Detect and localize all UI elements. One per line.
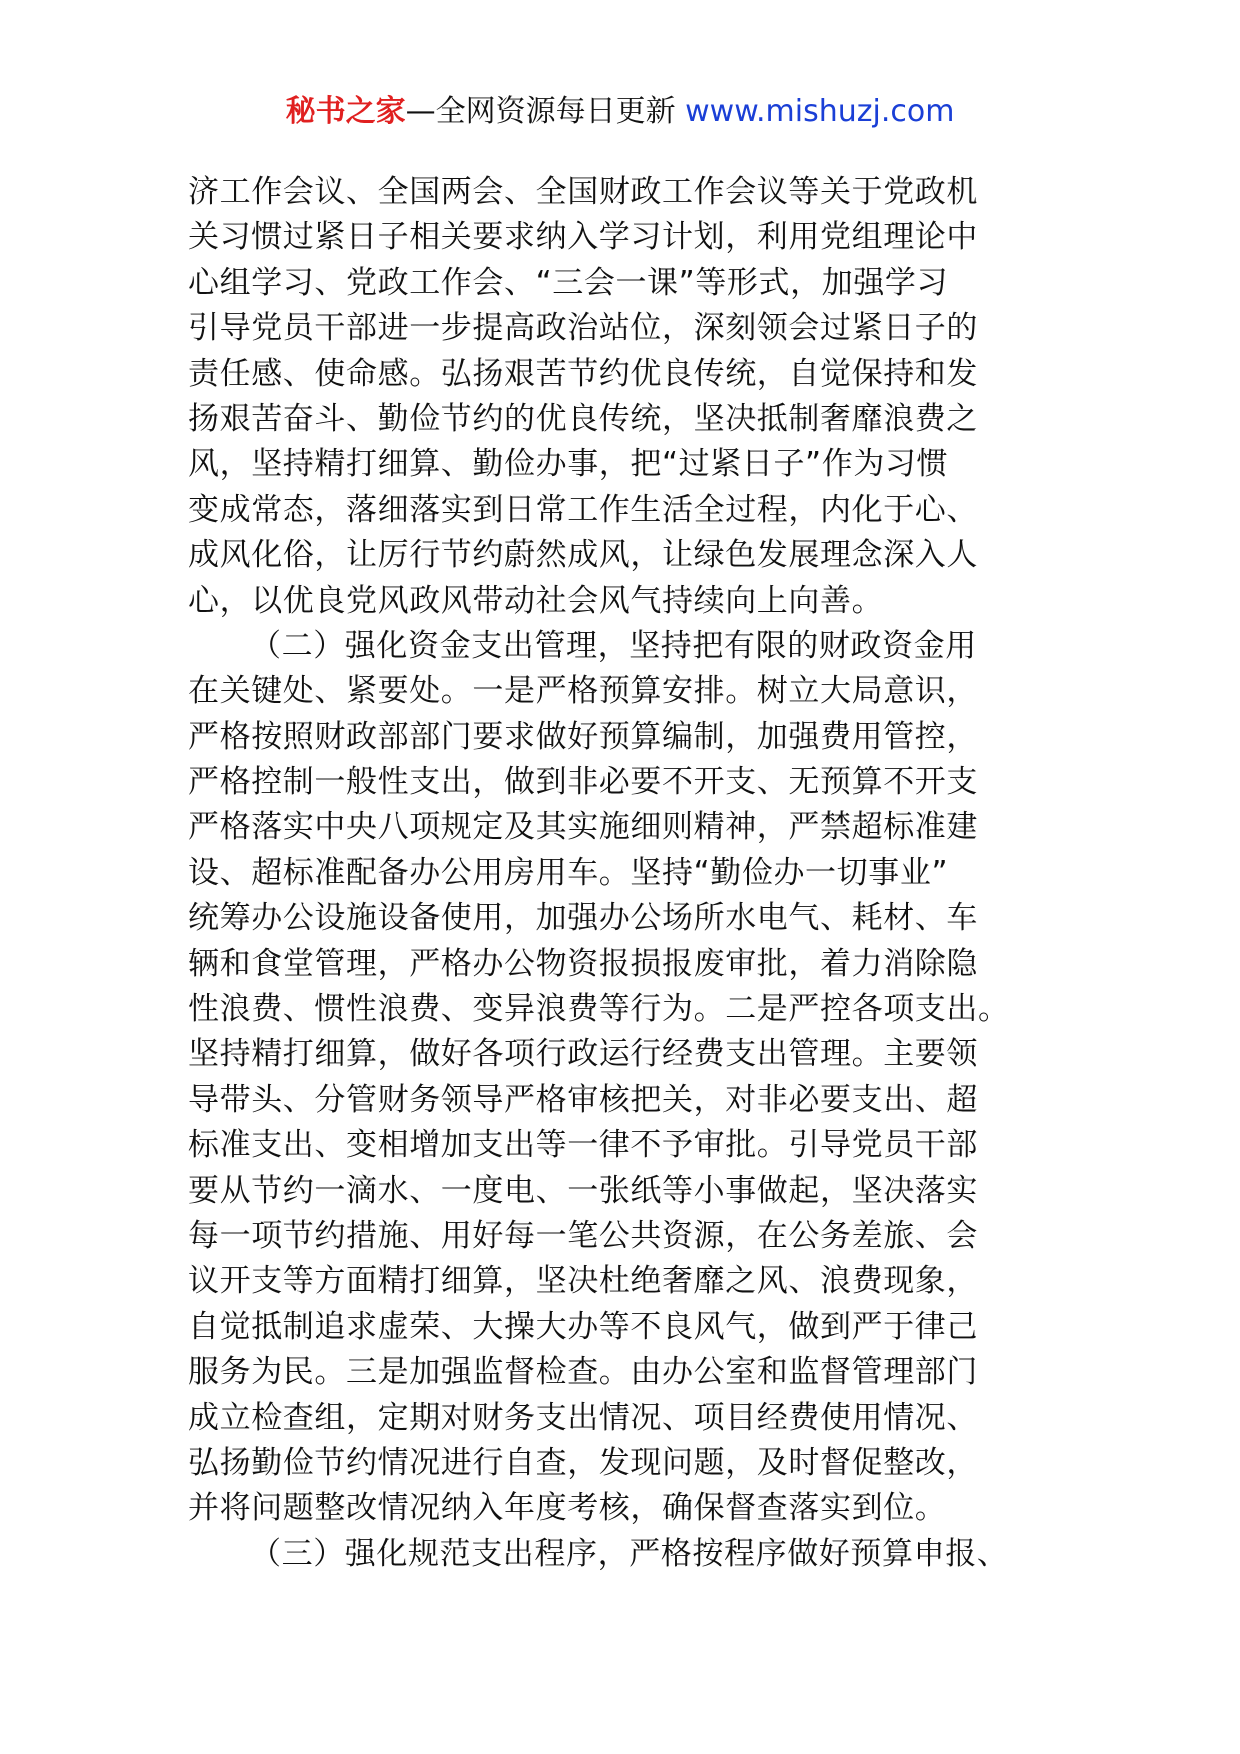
section-heading-line: （三）强化规范支出程序，严格按程序做好预算申报、: [250, 1535, 1009, 1572]
text-line: 在关键处、紧要处。一是严格预算安排。树立大局意识，: [188, 673, 978, 710]
site-brand: 秘书之家: [285, 94, 406, 129]
document-body: [188, 170, 1088, 1577]
text-line: 风，坚持精打细算、勤俭办事，把“过紧日子”作为习惯: [188, 446, 949, 483]
text-line: 济工作会议、全国两会、全国财政工作会议等关于党政机: [188, 174, 978, 210]
text-line: 标准支出、变相增加支出等一律不予审批。引导党员干部: [188, 1127, 978, 1164]
text-line: 变成常态，落细落实到日常工作生活全过程，内化于心、: [188, 491, 978, 528]
text-line: 并将问题整改情况纳入年度考核，确保督查落实到位。: [188, 1490, 947, 1527]
text-line: 严格按照财政部部门要求做好预算编制，加强费用管控，: [188, 718, 978, 755]
text-line: 关习惯过紧日子相关要求纳入学习计划，利用党组理论中: [188, 219, 978, 256]
section-heading-line: （二）强化资金支出管理，坚持把有限的财政资金用: [250, 627, 977, 664]
site-slogan: —全网资源每日更新: [405, 94, 676, 129]
text-line: 导带头、分管财务领导严格审核把关，对非必要支出、超: [188, 1081, 978, 1118]
text-line: 要从节约一滴水、一度电、一张纸等小事做起，坚决落实: [188, 1172, 978, 1209]
text-line: 心组学习、党政工作会、“三会一课”等形式，加强学习: [188, 264, 949, 301]
page-header: [0, 92, 1240, 132]
text-line: 严格落实中央八项规定及其实施细则精神，严禁超标准建: [188, 809, 978, 846]
site-url-link[interactable]: www.mishuzj.com: [685, 94, 955, 129]
text-line: 扬艰苦奋斗、勤俭节约的优良传统，坚决抵制奢靡浪费之: [188, 400, 978, 437]
text-line: 自觉抵制追求虚荣、大操大办等不良风气，做到严于律己: [188, 1308, 978, 1345]
text-line: 每一项节约措施、用好每一笔公共资源，在公务差旅、会: [188, 1217, 978, 1254]
text-line: 议开支等方面精打细算，坚决杜绝奢靡之风、浪费现象，: [188, 1263, 978, 1300]
text-line: 性浪费、惯性浪费、变异浪费等行为。二是严控各项支出。: [188, 991, 1010, 1028]
text-line: 成立检查组，定期对财务支出情况、项目经费使用情况、: [188, 1399, 978, 1436]
text-line: 坚持精打细算，做好各项行政运行经费支出管理。主要领: [188, 1036, 978, 1073]
text-line: 心，以优良党风政风带动社会风气持续向上向善。: [188, 582, 884, 619]
text-line: 成风化俗，让厉行节约蔚然成风，让绿色发展理念深入人: [188, 537, 978, 574]
text-line: 弘扬勤俭节约情况进行自查，发现问题，及时督促整改，: [188, 1444, 978, 1481]
text-line: 服务为民。三是加强监督检查。由办公室和监督管理部门: [188, 1354, 978, 1391]
text-line: 辆和食堂管理，严格办公物资报损报废审批，着力消除隐: [188, 945, 978, 982]
text-line: 责任感、使命感。弘扬艰苦节约优良传统，自觉保持和发: [188, 355, 978, 392]
text-line: 严格控制一般性支出，做到非必要不开支、无预算不开支: [188, 764, 978, 801]
text-line: 引导党员干部进一步提高政治站位，深刻领会过紧日子的: [188, 310, 978, 347]
text-line: 统筹办公设施设备使用，加强办公场所水电气、耗材、车: [188, 900, 978, 937]
text-line: 设、超标准配备办公用房用车。坚持“勤俭办一切事业”: [188, 854, 949, 891]
